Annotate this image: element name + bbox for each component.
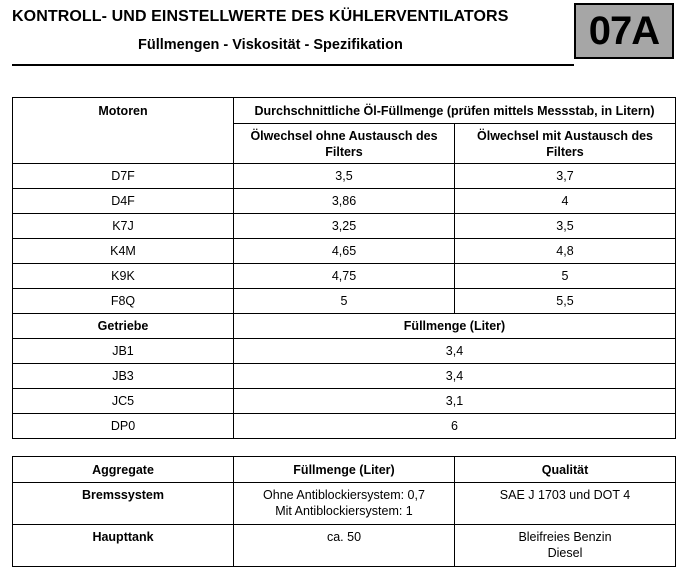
header-rule [12,64,574,66]
with-filter-cell: 4 [455,189,676,214]
header-gear-fill: Füllmenge (Liter) [234,314,676,339]
table-row [13,189,676,214]
with-filter-cell: 3,7 [455,164,676,189]
engine-cell: D4F [13,189,234,214]
fill-line: Ohne Antiblockiersystem: 0,7 [263,488,425,502]
gear-fill-cell: 3,1 [234,389,676,414]
quality-line: SAE J 1703 und DOT 4 [499,488,631,502]
engine-cell: D7F [13,164,234,189]
gearbox-cell: DP0 [13,414,234,439]
engine-cell: F8Q [13,289,234,314]
fill-cell [234,525,455,567]
gearbox-cell: JC5 [13,389,234,414]
table-row [13,214,676,239]
with-filter-cell: 4,8 [455,239,676,264]
gear-fill-cell: 6 [234,414,676,439]
fill-line: ca. 50 [326,530,362,544]
aggregate-table [12,456,676,567]
without-filter-cell: 4,75 [234,264,455,289]
header-without-filter: Ölwechsel ohne Austausch des Filters [234,124,455,164]
aggregate-name: Haupttank [13,525,234,567]
table-row [13,164,676,189]
with-filter-cell: 5 [455,264,676,289]
table-row [13,525,676,567]
without-filter-cell: 5 [234,289,455,314]
gear-fill-cell: 3,4 [234,364,676,389]
fill-line: Mit Antiblockiersystem: 1 [275,504,413,518]
header-fill: Füllmenge (Liter) [234,457,455,483]
engine-cell: K7J [13,214,234,239]
engine-cell: K9K [13,264,234,289]
table-row [13,289,676,314]
table-row [13,364,676,389]
gear-fill-cell: 3,4 [234,339,676,364]
table-row [13,414,676,439]
without-filter-cell: 3,86 [234,189,455,214]
quality-line: Diesel [547,546,583,560]
without-filter-cell: 3,25 [234,214,455,239]
table-row [13,264,676,289]
engine-cell: K4M [13,239,234,264]
header-motoren: Motoren [13,98,234,164]
without-filter-cell: 3,5 [234,164,455,189]
quality-cell [455,525,676,567]
table-row [13,483,676,525]
gearbox-cell: JB3 [13,364,234,389]
with-filter-cell: 5,5 [455,289,676,314]
aggregate-name: Bremssystem [13,483,234,525]
header-oil-fill: Durchschnittliche Öl-Füllmenge (prüfen mittels Messstab, in Litern) [234,98,676,124]
header-aggregate: Aggregate [13,457,234,483]
header-quality: Qualität [455,457,676,483]
header-subtitle: Füllmengen - Viskosität - Spezifikation [138,37,403,53]
header-with-filter: Ölwechsel mit Austausch des Filters [455,124,676,164]
without-filter-cell: 4,65 [234,239,455,264]
quality-cell [455,483,676,525]
fill-cell [234,483,455,525]
table-row [13,339,676,364]
section-badge: 07A [574,3,674,59]
table-row [13,389,676,414]
table-row [13,239,676,264]
header-getriebe: Getriebe [13,314,234,339]
header-title: KONTROLL- UND EINSTELLWERTE DES KÜHLERVENTILATORS [12,8,509,25]
with-filter-cell: 3,5 [455,214,676,239]
quality-line: Bleifreies Benzin [518,530,612,544]
oil-capacity-table [12,97,676,439]
gearbox-cell: JB1 [13,339,234,364]
